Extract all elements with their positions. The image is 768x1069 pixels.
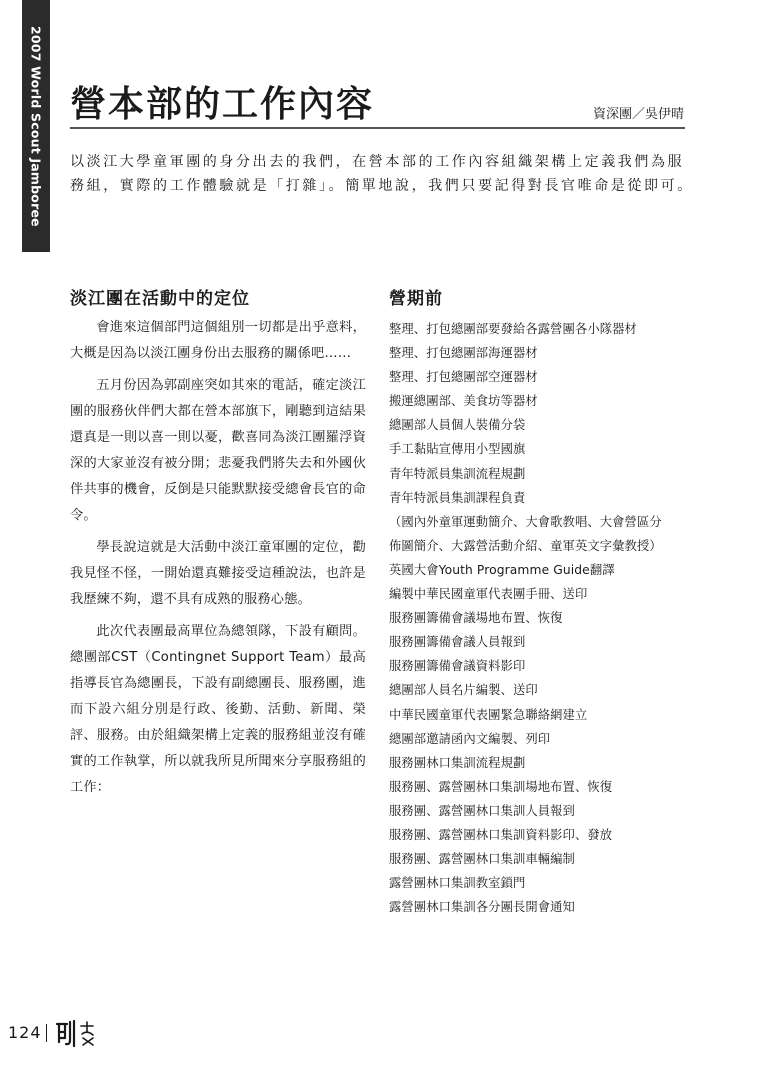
task-item: 中華民國童軍代表團緊急聯絡網建立	[389, 707, 588, 722]
task-item: 服務團、露營團林口集訓資料影印、發放	[389, 827, 613, 842]
task-item: 服務團籌備會議資料影印	[389, 659, 526, 674]
task-item: 整理、打包總團部空運器材	[389, 370, 538, 385]
page-footer	[8, 1018, 99, 1048]
task-item: 總團部人員名片編製、送印	[389, 683, 538, 698]
pre-camp-task-list	[389, 317, 701, 919]
left-section-heading: 淡江團在活動中的定位	[70, 289, 250, 309]
magazine-logo	[53, 1018, 99, 1048]
article-title: 營本部的工作內容	[70, 83, 375, 125]
task-item: 青年特派員集訓流程規劃	[389, 466, 526, 481]
task-item: （國內外童軍運動簡介、大會歌教唱、大會營區分	[389, 514, 662, 529]
body-paragraph: 會進來這個部門這個組別一切都是出乎意料，大概是因為以淡江團身份出去服務的關係吧……	[70, 320, 366, 361]
task-item: 服務團籌備會議人員報到	[389, 635, 526, 650]
intro-paragraph: 以淡江大學童軍團的身分出去的我們，在營本部的工作內容組織架構上定義我們為服務組，實際的工作體驗就是「打雜」。簡單地說，我們只要記得對長官唯命是從即可。	[70, 154, 694, 194]
task-item: 服務團林口集訓流程規劃	[389, 755, 526, 770]
right-section-heading: 營期前	[389, 289, 443, 309]
side-tab	[22, 0, 50, 252]
task-item: 整理、打包總團部要發給各露營團各小隊器材	[389, 322, 637, 336]
task-item: 青年特派員集訓課程負責	[389, 490, 526, 505]
page-number: 124	[8, 1024, 47, 1042]
task-item: 露營團林口集訓教室鎖門	[389, 876, 526, 891]
task-item: 佈圖簡介、大露營活動介紹、童軍英文字彙教授）	[389, 538, 662, 553]
task-item: 英國大會Youth Programme Guide翻譯	[389, 562, 615, 577]
task-item: 服務團籌備會議場地布置、恢復	[389, 611, 563, 626]
side-tab-label: 2007 World Scout Jamboree	[28, 25, 44, 227]
left-column	[70, 287, 366, 807]
task-item: 手工黏貼宣傳用小型國旗	[389, 442, 526, 457]
body-paragraph: 此次代表團最高單位為總領隊，下設有顧問。總團部CST（Contingnet Support Team）最高指導長官為總團長，下設有副總團長、服務團，進而下設六組分別是行政、後勤、活動、新聞、榮評、服務。由於組織架構上定義的服務組並沒有確實的工作執掌，所以就我所見所聞來分享服務組的工作：	[70, 624, 366, 795]
body-paragraph: 學長說這就是大活動中淡江童軍團的定位，勸我見怪不怪，一開始還真難接受這種說法，也許是我歷練不夠，還不具有成熟的服務心態。	[70, 540, 366, 607]
body-paragraph: 五月份因為郭副座突如其來的電話，確定淡江團的服務伙伴們大都在營本部旗下，剛聽到這結果還真是一則以喜一則以憂，歡喜同為淡江團羅浮資深的大家並沒有被分開；悲憂我們將失去和外國伙伴共事的機會，反倒是只能默默接受總會長官的命令。	[70, 378, 366, 523]
task-item: 整理、打包總團部海運器材	[389, 346, 538, 361]
task-item: 總團部人員個人裝備分袋	[389, 418, 526, 433]
task-item: 編製中華民國童軍代表團手冊、送印	[389, 587, 588, 602]
article-author: 資深團／吳伊晴	[592, 107, 684, 122]
task-item: 總團部邀請函內文編製、列印	[389, 731, 551, 746]
right-column	[389, 287, 701, 919]
title-divider	[70, 127, 685, 129]
task-item: 搬運總團部、美食坊等器材	[389, 394, 538, 409]
task-item: 服務團、露營團林口集訓車輛編制	[389, 852, 575, 867]
task-item: 服務團、露營團林口集訓人員報到	[389, 803, 575, 818]
task-item: 服務團、露營團林口集訓場地布置、恢復	[389, 779, 613, 794]
task-item: 露營團林口集訓各分團長開會通知	[389, 900, 575, 915]
left-section-body	[70, 315, 366, 801]
